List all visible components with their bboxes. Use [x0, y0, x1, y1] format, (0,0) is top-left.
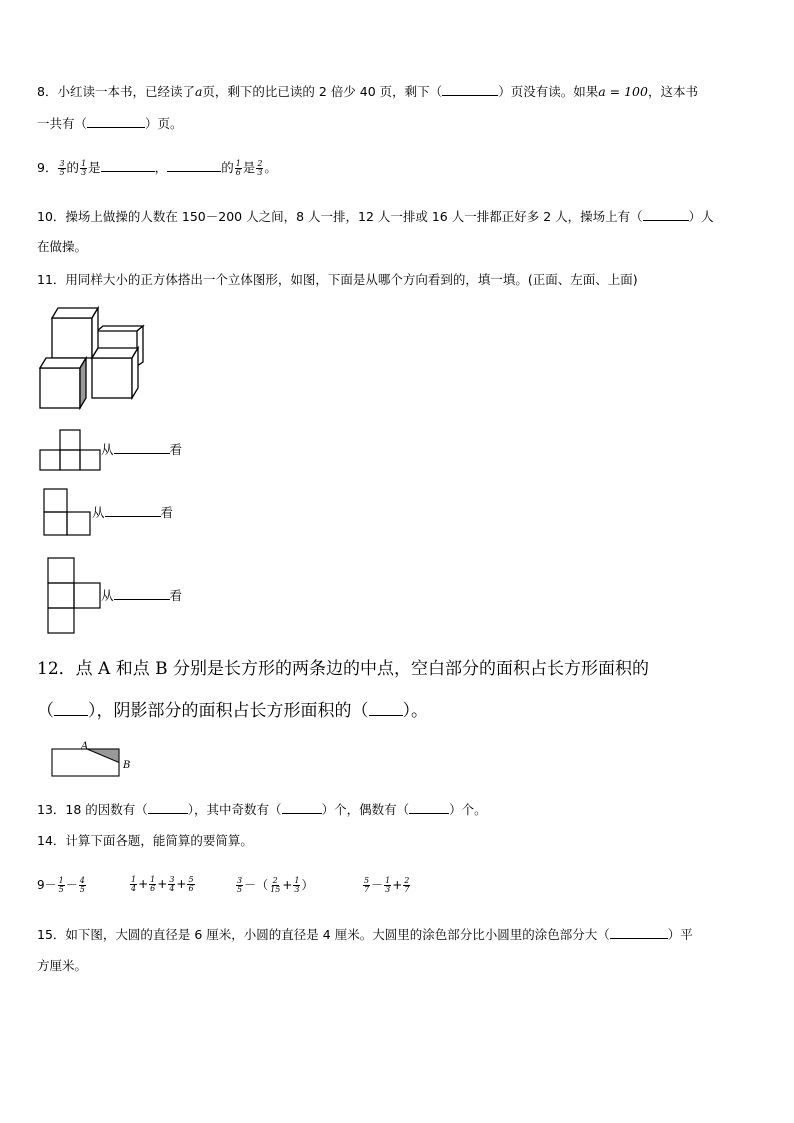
answer-blank[interactable]: [409, 802, 449, 814]
question-15-line-1: 15．如下图，大圆的直径是 6 厘米，小圆的直径是 4 厘米。大圆里的涂色部分比小圆里的涂色部分大（ ）平: [37, 927, 693, 942]
view-answer-2: 从 看: [92, 505, 174, 520]
cube-3d-figure: [36, 300, 151, 412]
answer-blank[interactable]: [643, 209, 689, 221]
question-14: 14．计算下面各题，能简算的要简算。: [37, 833, 253, 848]
answer-blank[interactable]: [114, 442, 170, 454]
answer-blank[interactable]: [610, 927, 668, 939]
question-8-line-2: 一共有（ ）页。: [37, 116, 183, 131]
point-label-a: A: [81, 741, 89, 752]
fraction: $\frac{1}{6}$: [235, 159, 241, 177]
view-shape-1: [40, 428, 102, 472]
question-15-line-2: 方厘米。: [37, 958, 88, 973]
answer-blank[interactable]: [369, 701, 403, 716]
view-answer-3: 从 看: [101, 588, 183, 603]
answer-blank[interactable]: [148, 802, 188, 814]
question-12-line-1: 12．点 A 和点 B 分别是长方形的两条边的中点，空白部分的面积占长方形面积的: [37, 659, 650, 679]
question-12-line-2: （ ），阴影部分的面积占长方形面积的（ ）。: [37, 701, 428, 721]
question-10-line-2: 在做操。: [37, 239, 88, 254]
question-8-line-1: 8．小红读一本书，已经读了a页，剩下的比已读的 2 倍少 40 页，剩下（ ）页没有读。如果a = 100，这本书: [37, 84, 698, 99]
answer-blank[interactable]: [442, 84, 498, 96]
answer-blank[interactable]: [114, 588, 170, 600]
question-11: 11．用同样大小的正方体搭出一个立体图形，如图，下面是从哪个方向看到的，填一填。(正面、左面、上面): [37, 272, 638, 287]
answer-blank[interactable]: [87, 116, 145, 128]
question-10-line-1: 10．操场上做操的人数在 150－200 人之间，8 人一排，12 人一排或 16 人一排都正好多 2 人，操场上有（ ）人: [37, 209, 714, 224]
question-13: 13．18 的因数有（ ），其中奇数有（ ）个，偶数有（ ）个。: [37, 802, 487, 817]
expression-1: 9－ $\frac{1}{5}$ － $\frac{4}{5}$: [37, 876, 85, 894]
fraction: $\frac{1}{3}$: [81, 159, 87, 177]
fraction: $\frac{2}{3}$: [257, 159, 263, 177]
view-answer-1: 从 看: [101, 442, 183, 457]
expression-4: $\frac{5}{7}$ － $\frac{1}{3}$ + $\frac{2}{7}$: [364, 876, 410, 894]
answer-blank[interactable]: [282, 802, 322, 814]
fraction: $\frac{3}{5}$: [59, 159, 65, 177]
answer-blank[interactable]: [105, 505, 161, 517]
answer-blank[interactable]: [101, 160, 155, 172]
answer-blank[interactable]: [167, 160, 221, 172]
expression-3: $\frac{3}{5}$ －（ $\frac{2}{15}$ + $\frac{1}{3}$ ）: [237, 876, 314, 894]
expression-2: $\frac{1}{4}$ + $\frac{1}{6}$ + $\frac{3}{4}$ + $\frac{5}{6}$: [131, 875, 194, 893]
answer-blank[interactable]: [54, 701, 88, 716]
view-shape-3: [46, 556, 102, 636]
view-shape-2: [42, 487, 92, 537]
rectangle-figure: [50, 740, 140, 780]
point-label-b: B: [123, 760, 131, 771]
question-9: 9． $\frac{3}{5}$ 的 $\frac{1}{3}$ 是 ， 的 $\frac{1}{6}$ 是 $\frac{2}{3}$ 。: [37, 159, 277, 177]
